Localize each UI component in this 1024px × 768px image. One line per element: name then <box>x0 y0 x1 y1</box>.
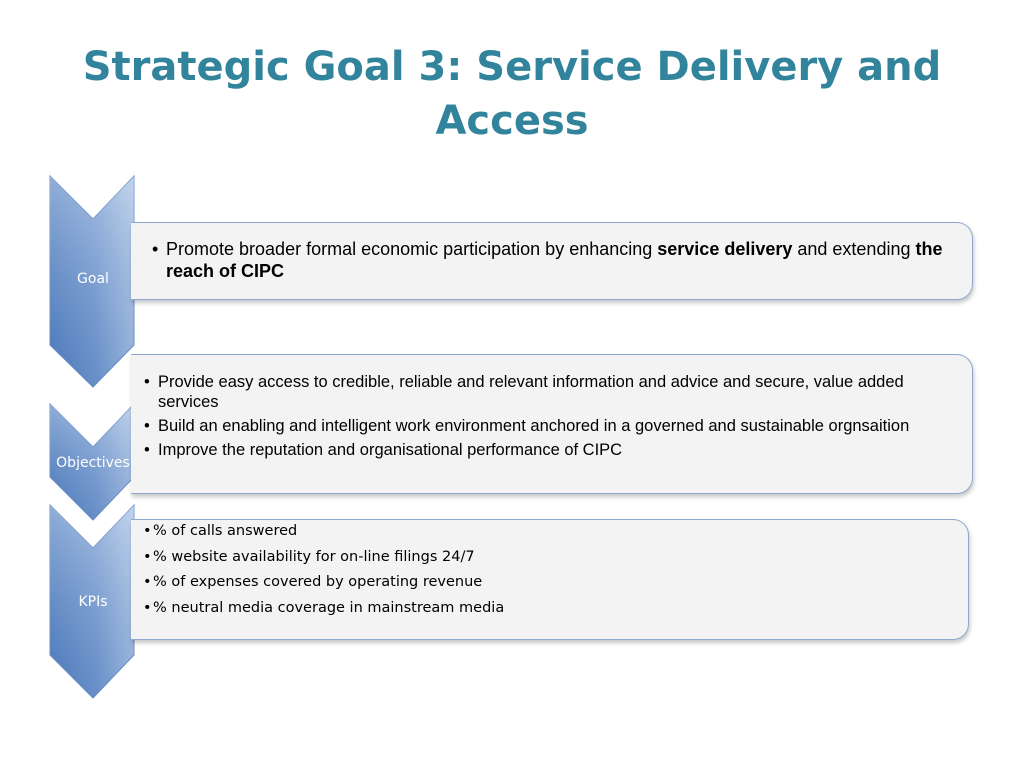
objectives-box <box>131 354 973 494</box>
kpis-box <box>131 519 969 640</box>
objective-item: • Build an enabling and intelligent work environment anchored in a governed and sustainable orgnsaition <box>158 416 954 436</box>
objective-item: • Improve the reputation and organisational performance of CIPC <box>158 440 954 460</box>
goal-list <box>131 223 972 282</box>
objectives-label: Objectives <box>56 455 130 471</box>
goal-item <box>166 238 958 282</box>
goal-text-service-delivery: service delivery <box>657 239 793 259</box>
title-line-1: Strategic Goal 3: Service Delivery and <box>82 44 942 90</box>
goal-text-2: and extending <box>792 239 916 259</box>
objective-item: • Provide easy access to credible, reliable and relevant information and advice and secure, value added services <box>158 372 954 412</box>
kpi-item: • % website availability for on-line filings 24/7 <box>153 549 958 566</box>
kpi-item: • % neutral media coverage in mainstream media <box>153 600 958 617</box>
kpi-item: • % of calls answered <box>153 523 958 540</box>
goal-label: Goal <box>77 271 109 287</box>
kpis-list <box>131 520 968 617</box>
goal-text-reach: the reach of CIPC <box>166 239 943 281</box>
goal-box <box>131 222 973 300</box>
kpi-item: • % of expenses covered by operating revenue <box>153 574 958 591</box>
title-line-2: Access <box>435 98 589 144</box>
kpis-label: KPIs <box>78 594 108 610</box>
goal-text-1: Promote broader formal economic participation by enhancing <box>166 239 658 259</box>
objectives-list <box>131 355 972 460</box>
